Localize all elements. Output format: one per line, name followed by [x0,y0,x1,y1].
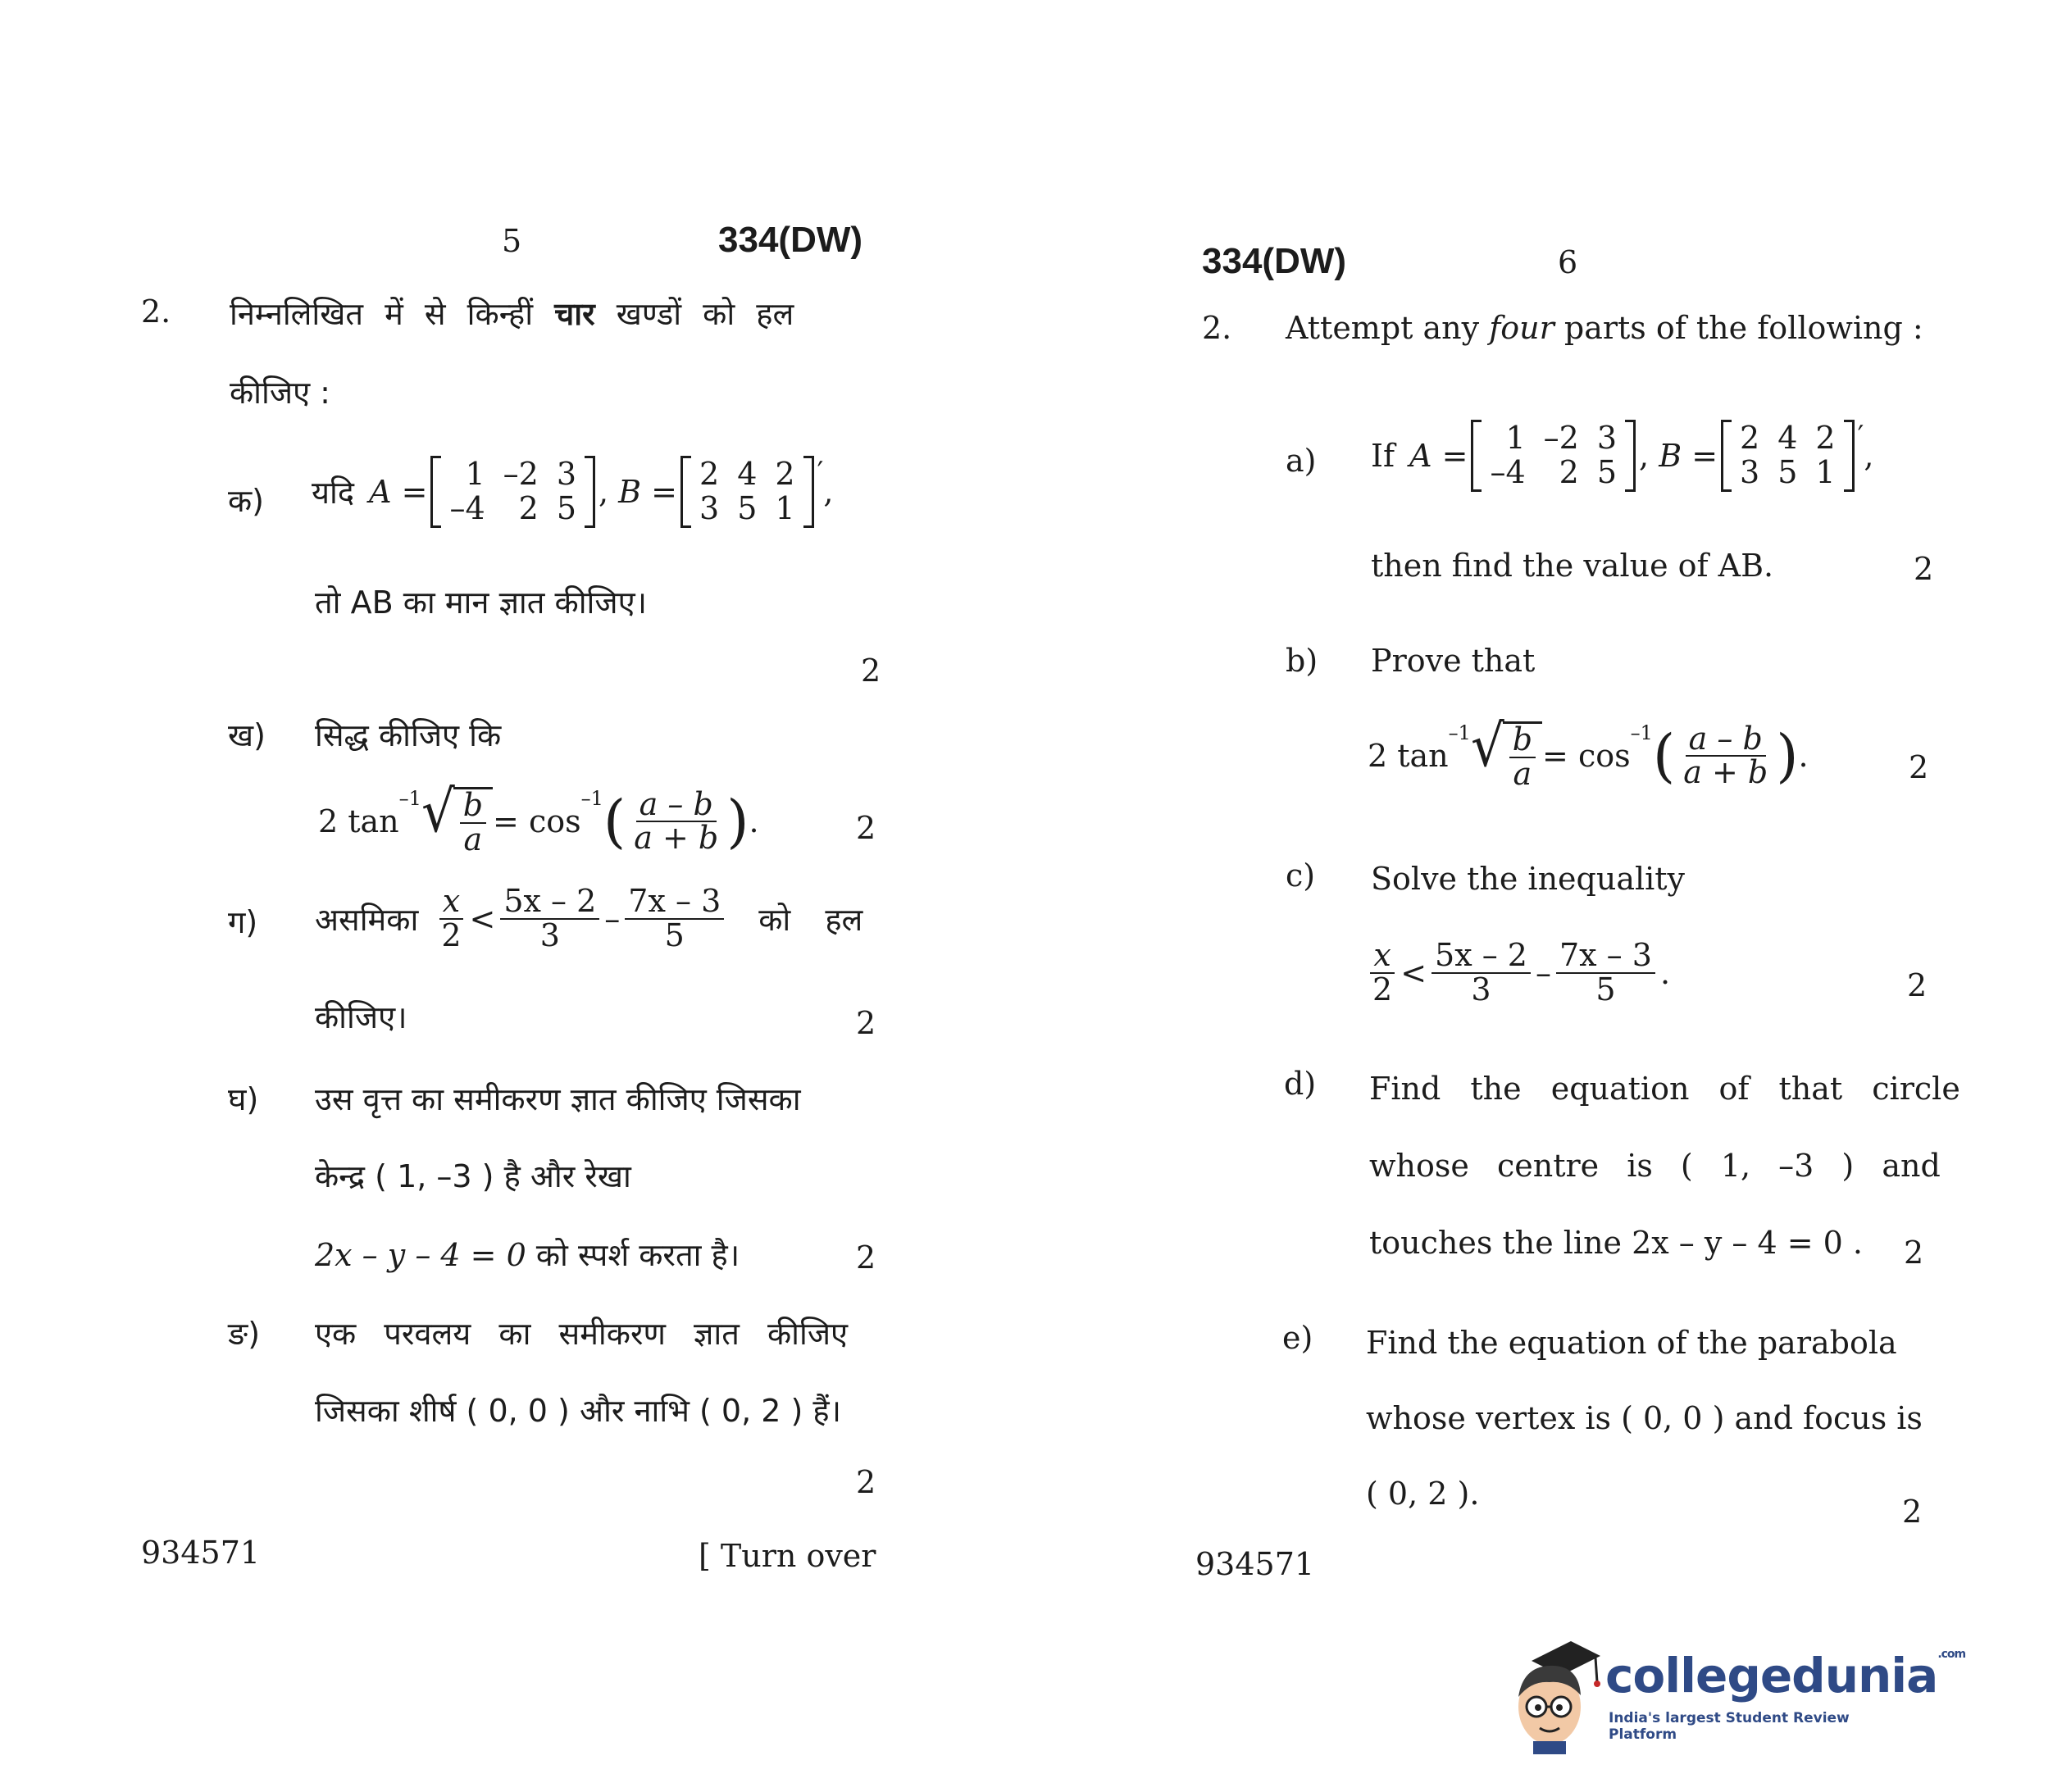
right-part-a-expression: If A = 1 –2 3 –4 2 5 , B = 2 4 2 3 5 1 ′ , [1371,420,1874,490]
left-part-gha-line1: उस वृत्त का समीकरण ज्ञात कीजिए जिसका [315,1081,801,1117]
right-part-c-marks: 2 [1907,967,1928,1003]
right-part-e-line3: ( 0, 2 ). [1366,1476,1480,1512]
right-part-a-label: a) [1286,443,1317,479]
right-part-a-marks: 2 [1914,551,1934,587]
left-part-ga-text2: कीजिए। [315,999,407,1035]
right-part-b-equation: 2 tan –1 √ $\frac{b}{a}$ = cos –1 ( $\frac{a - b}{a + b}$ ) . [1368,713,1809,792]
right-question-number: 2. [1202,310,1232,346]
left-part-kha-label: ख) [228,717,266,753]
right-part-d-line2: whose centre is ( 1, –3 ) and [1369,1148,1941,1184]
right-part-e-line2: whose vertex is ( 0, 0 ) and focus is [1366,1400,1923,1436]
left-paper-code: 334(DW) [718,220,863,260]
student-mascot-icon [1507,1631,1604,1754]
right-part-d-line3: touches the line 2x – y – 4 = 0 . [1369,1225,1864,1261]
right-footer-code: 934571 [1195,1546,1315,1582]
right-part-d-label: d) [1284,1066,1317,1102]
right-part-e-label: e) [1282,1320,1313,1356]
right-part-c-inequality: $\frac{x}{2}$ < $\frac{5x - 2}{3}$ – $\frac{7x - 3}{5}$ . [1364,939,1670,1007]
right-part-a-text: then find the value of AB. [1371,548,1774,584]
left-part-gha-label: घ) [228,1081,259,1117]
logo-tagline: India's largest Student Review Platform [1609,1710,1850,1743]
right-part-d-marks: 2 [1904,1235,1924,1271]
right-part-c-text: Solve the inequality [1371,861,1686,897]
left-part-nga-line2: जिसका शीर्ष ( 0, 0 ) और नाभि ( 0, 2 ) हैं। [315,1393,841,1429]
left-part-ka-expression: यदि A = 1 –2 3 –4 2 5 , B = 2 4 2 3 5 1 ′ , [312,456,834,526]
left-part-nga-line1: एक परवलय का समीकरण ज्ञात कीजिए [315,1316,849,1352]
left-question-number: 2. [141,293,171,330]
right-part-b-label: b) [1286,643,1318,679]
left-instruction: निम्नलिखित में से किन्हीं चार खण्डों को हल [230,296,794,332]
right-part-e-marks: 2 [1902,1494,1923,1530]
right-part-d-line1: Find the equation of that circle [1369,1071,1960,1107]
left-part-kha-marks: 2 [856,810,876,846]
right-part-c-label: c) [1286,857,1316,894]
matrix-b: 2 4 2 3 5 1 [680,456,814,528]
left-part-gha-line2: केन्द्र ( 1, –3 ) है और रेखा [315,1158,631,1194]
matrix-b-right: 2 4 2 3 5 1 [1721,420,1855,492]
right-part-b-marks: 2 [1909,749,1929,785]
left-part-ka-text: तो AB का मान ज्ञात कीजिए। [315,584,647,621]
left-part-nga-marks: 2 [856,1464,876,1500]
left-part-kha-equation: 2 tan –1 √ $\frac{b}{a}$ = cos –1 ( $\frac{a - b}{a + b}$ ) . [318,779,759,857]
left-part-kha-text: सिद्ध कीजिए कि [315,717,502,753]
left-part-gha-marks: 2 [856,1239,876,1276]
left-part-ga-expression: असमिका $\frac{x}{2}$ < $\frac{5x - 2}{3}$ – $\frac{7x - 3}{5}$ को हल [315,883,863,953]
right-instruction: Attempt any four parts of the following : [1286,310,1923,346]
right-paper-code: 334(DW) [1202,241,1347,281]
left-footer-code: 934571 [141,1535,261,1571]
left-part-ka-marks: 2 [861,653,881,689]
left-part-ka-label: क) [228,483,265,519]
left-part-ga-marks: 2 [856,1005,876,1041]
matrix-a: 1 –2 3 –4 2 5 [430,456,595,528]
left-part-nga-label: ङ) [228,1316,261,1352]
right-part-e-line1: Find the equation of the parabola [1366,1325,1897,1361]
left-part-gha-line3: 2x – y – 4 = 0 को स्पर्श करता है। [315,1237,740,1273]
right-page-number: 6 [1558,244,1578,280]
collegedunia-logo [1507,1631,1966,1754]
right-part-b-text: Prove that [1371,643,1536,679]
left-instruction-line2: कीजिए : [230,375,330,411]
left-page-number: 5 [502,223,522,259]
turn-over: [ Turn over [699,1538,876,1574]
logo-wordmark: collegedunia$^{.com}$ [1605,1648,1966,1703]
matrix-a-right: 1 –2 3 –4 2 5 [1471,420,1636,492]
left-part-ga-label: ग) [228,904,258,940]
